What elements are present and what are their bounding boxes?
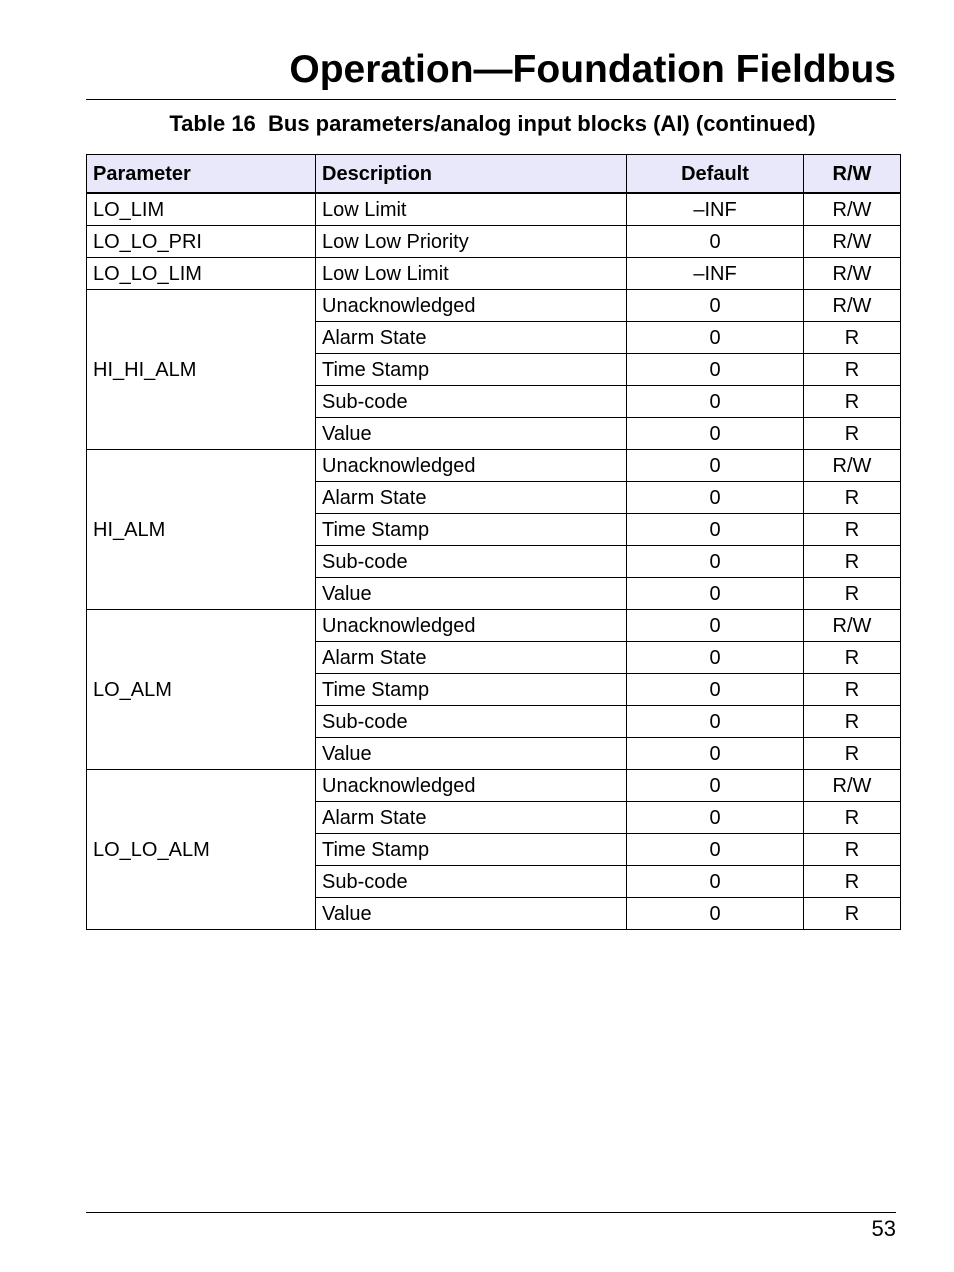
title-divider bbox=[86, 99, 896, 100]
cell-description: Low Low Limit bbox=[316, 258, 627, 290]
cell-default: 0 bbox=[627, 354, 804, 386]
table-row bbox=[87, 290, 901, 322]
cell-rw: R/W bbox=[804, 290, 901, 322]
cell-default: 0 bbox=[627, 482, 804, 514]
cell-default: 0 bbox=[627, 706, 804, 738]
cell-parameter: LO_LO_LIM bbox=[87, 258, 316, 290]
cell-rw: R bbox=[804, 482, 901, 514]
cell-description: Time Stamp bbox=[316, 674, 627, 706]
cell-default: 0 bbox=[627, 898, 804, 930]
cell-default: 0 bbox=[627, 834, 804, 866]
cell-parameter: LO_LO_ALM bbox=[87, 770, 316, 930]
table-body bbox=[87, 193, 901, 930]
table-row bbox=[87, 610, 901, 642]
table-row bbox=[87, 450, 901, 482]
cell-description: Value bbox=[316, 578, 627, 610]
table-row bbox=[87, 258, 901, 290]
table-row bbox=[87, 193, 901, 226]
cell-default: 0 bbox=[627, 642, 804, 674]
footer-divider bbox=[86, 1212, 896, 1213]
cell-description: Sub-code bbox=[316, 866, 627, 898]
column-header-rw: R/W bbox=[804, 155, 901, 194]
column-header-default: Default bbox=[627, 155, 804, 194]
cell-default: 0 bbox=[627, 610, 804, 642]
cell-description: Low Limit bbox=[316, 193, 627, 226]
cell-description: Alarm State bbox=[316, 322, 627, 354]
cell-default: 0 bbox=[627, 546, 804, 578]
cell-default: –INF bbox=[627, 258, 804, 290]
cell-default: 0 bbox=[627, 418, 804, 450]
column-header-parameter: Parameter bbox=[87, 155, 316, 194]
cell-rw: R bbox=[804, 642, 901, 674]
cell-parameter: HI_HI_ALM bbox=[87, 290, 316, 450]
table-header-row bbox=[87, 155, 901, 194]
cell-description: Unacknowledged bbox=[316, 770, 627, 802]
cell-description: Time Stamp bbox=[316, 354, 627, 386]
cell-default: 0 bbox=[627, 290, 804, 322]
column-header-description: Description bbox=[316, 155, 627, 194]
cell-rw: R bbox=[804, 738, 901, 770]
cell-rw: R bbox=[804, 834, 901, 866]
cell-rw: R bbox=[804, 322, 901, 354]
cell-description: Value bbox=[316, 738, 627, 770]
cell-rw: R/W bbox=[804, 193, 901, 226]
page-number: 53 bbox=[871, 1216, 896, 1241]
cell-rw: R bbox=[804, 354, 901, 386]
cell-rw: R/W bbox=[804, 258, 901, 290]
cell-rw: R/W bbox=[804, 450, 901, 482]
page-title: Operation—Foundation Fieldbus bbox=[289, 48, 896, 91]
cell-description: Low Low Priority bbox=[316, 226, 627, 258]
cell-rw: R bbox=[804, 674, 901, 706]
cell-rw: R bbox=[804, 418, 901, 450]
cell-parameter: LO_LIM bbox=[87, 193, 316, 226]
cell-default: 0 bbox=[627, 578, 804, 610]
cell-parameter: LO_LO_PRI bbox=[87, 226, 316, 258]
cell-description: Value bbox=[316, 898, 627, 930]
cell-rw: R bbox=[804, 386, 901, 418]
cell-description: Sub-code bbox=[316, 706, 627, 738]
cell-description: Alarm State bbox=[316, 482, 627, 514]
cell-rw: R bbox=[804, 866, 901, 898]
cell-default: 0 bbox=[627, 386, 804, 418]
table-caption: Table 16 Bus parameters/analog input blocks (AI) (continued) bbox=[169, 111, 816, 136]
table-row bbox=[87, 770, 901, 802]
cell-description: Time Stamp bbox=[316, 514, 627, 546]
cell-default: 0 bbox=[627, 770, 804, 802]
cell-default: 0 bbox=[627, 514, 804, 546]
cell-rw: R bbox=[804, 546, 901, 578]
cell-rw: R bbox=[804, 898, 901, 930]
parameters-table bbox=[86, 154, 901, 930]
cell-default: 0 bbox=[627, 738, 804, 770]
cell-description: Unacknowledged bbox=[316, 450, 627, 482]
cell-parameter: HI_ALM bbox=[87, 450, 316, 610]
cell-default: 0 bbox=[627, 674, 804, 706]
cell-description: Unacknowledged bbox=[316, 290, 627, 322]
cell-rw: R bbox=[804, 578, 901, 610]
cell-description: Sub-code bbox=[316, 386, 627, 418]
cell-description: Alarm State bbox=[316, 642, 627, 674]
cell-rw: R bbox=[804, 706, 901, 738]
cell-rw: R/W bbox=[804, 226, 901, 258]
cell-description: Unacknowledged bbox=[316, 610, 627, 642]
cell-description: Sub-code bbox=[316, 546, 627, 578]
cell-rw: R bbox=[804, 514, 901, 546]
cell-rw: R/W bbox=[804, 610, 901, 642]
table-row bbox=[87, 226, 901, 258]
cell-parameter: LO_ALM bbox=[87, 610, 316, 770]
cell-default: 0 bbox=[627, 866, 804, 898]
cell-default: 0 bbox=[627, 322, 804, 354]
cell-default: –INF bbox=[627, 193, 804, 226]
cell-default: 0 bbox=[627, 802, 804, 834]
cell-default: 0 bbox=[627, 226, 804, 258]
cell-default: 0 bbox=[627, 450, 804, 482]
cell-rw: R bbox=[804, 802, 901, 834]
cell-description: Time Stamp bbox=[316, 834, 627, 866]
cell-description: Alarm State bbox=[316, 802, 627, 834]
cell-description: Value bbox=[316, 418, 627, 450]
cell-rw: R/W bbox=[804, 770, 901, 802]
